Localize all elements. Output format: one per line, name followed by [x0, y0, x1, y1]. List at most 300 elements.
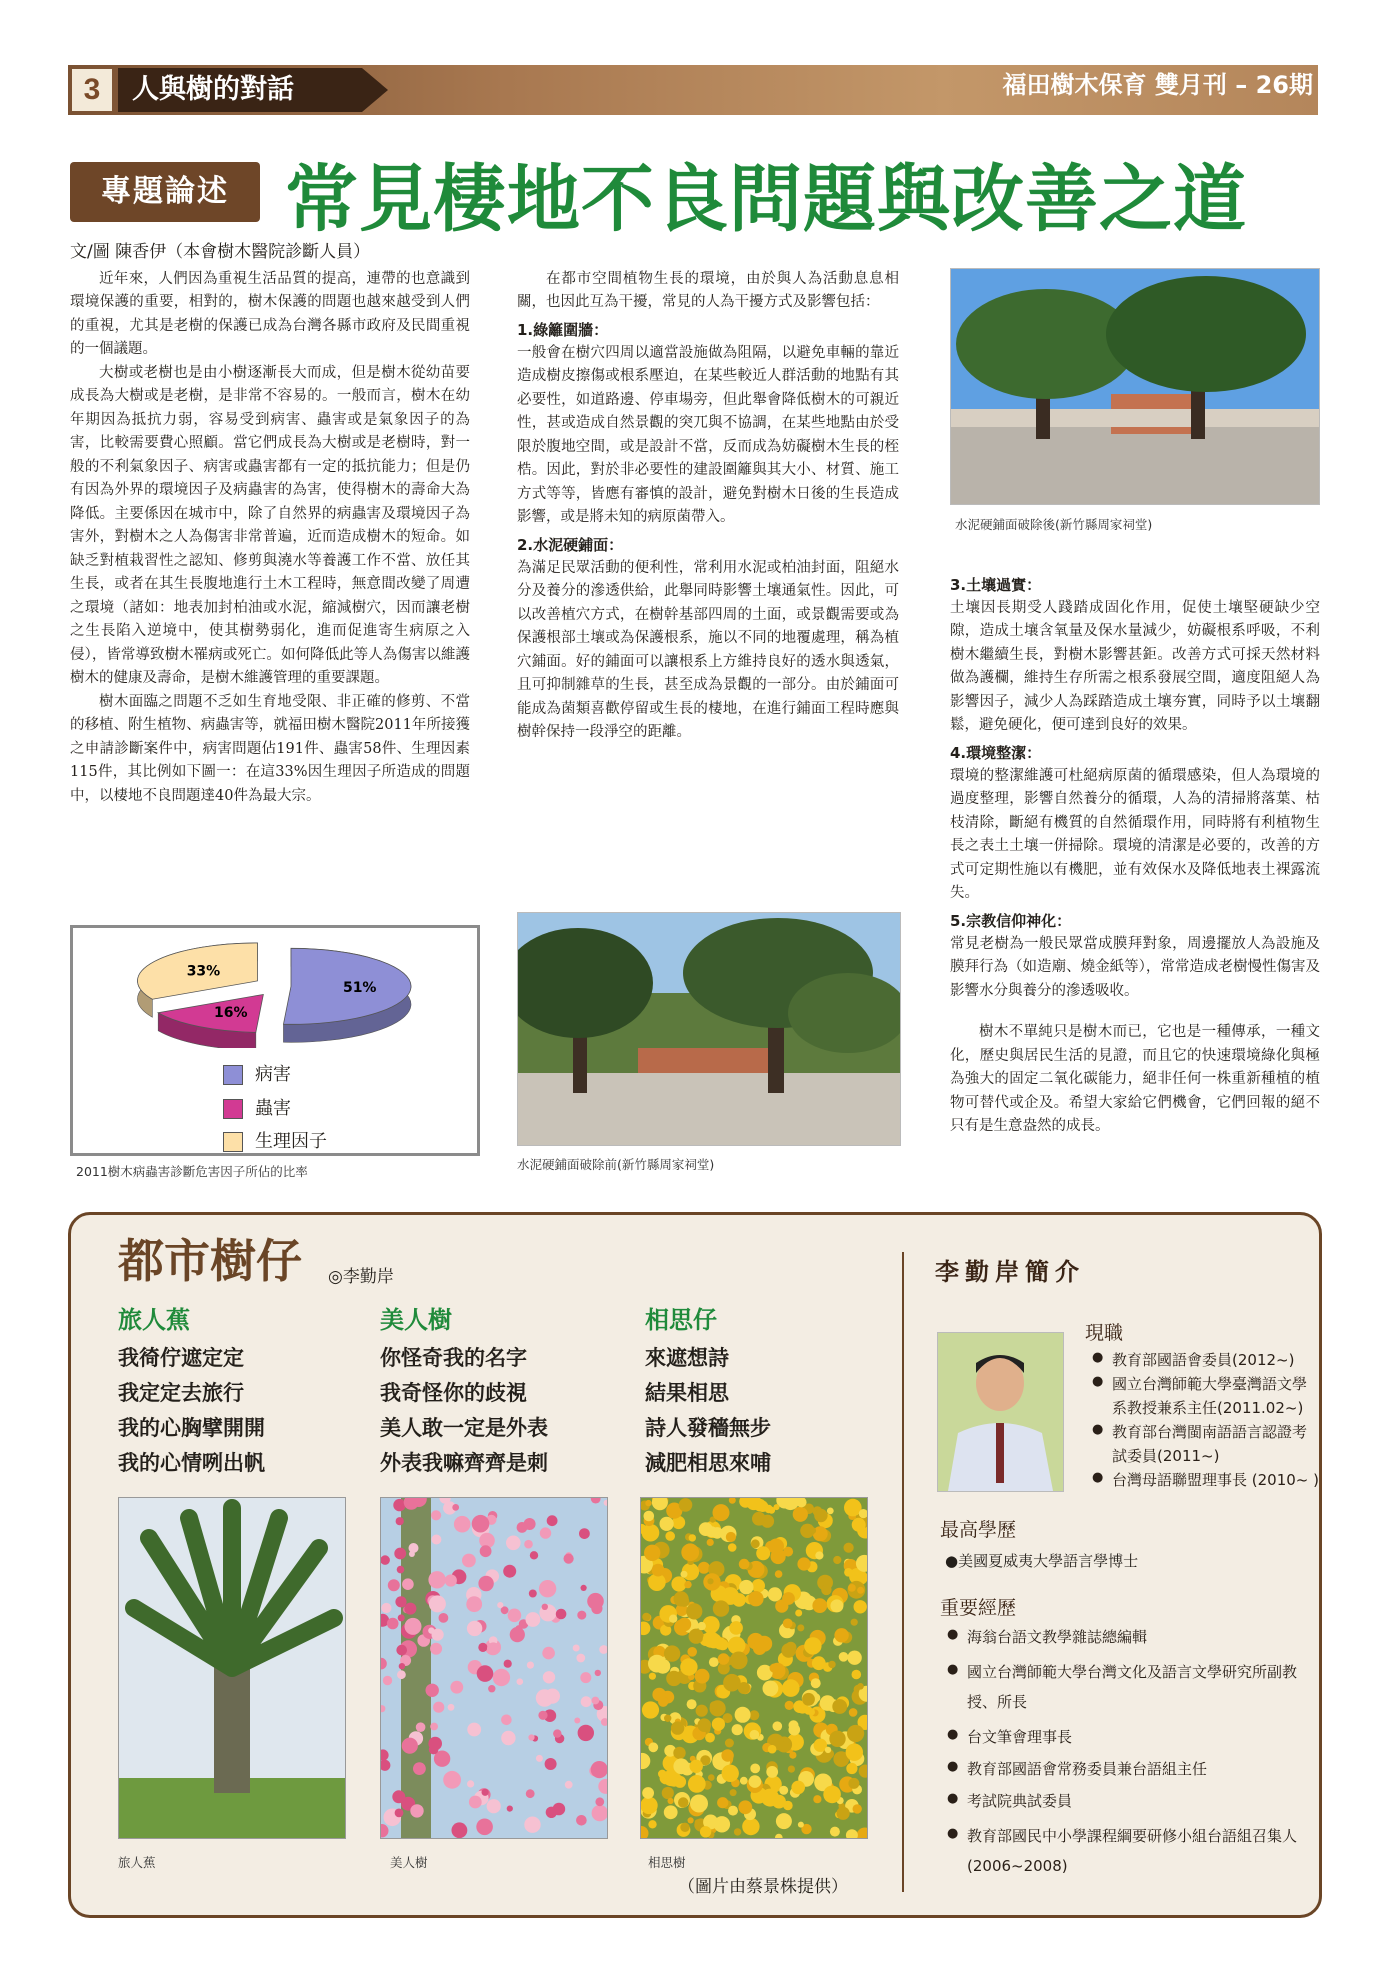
silk-floss-tree-photo: [380, 1497, 608, 1839]
flower-dot: [395, 1596, 406, 1607]
legend-label: 蟲害: [255, 1098, 291, 1119]
flower-dot: [448, 1704, 455, 1711]
flower-dot: [849, 1708, 858, 1717]
flower-dot: [750, 1764, 760, 1774]
flower-dot: [705, 1733, 715, 1743]
flower-dot: [738, 1800, 752, 1814]
flower-dot: [416, 1722, 426, 1732]
flower-dot: [740, 1777, 748, 1785]
bio-item: ● 海翁台語文教學雜誌總編輯: [945, 1625, 1305, 1649]
flower-dot: [739, 1580, 753, 1594]
flower-dot: [524, 1817, 540, 1833]
flower-dot: [776, 1813, 792, 1829]
pie-caption: 2011樹木病蟲害診斷危害因子所佔的比率: [76, 1164, 308, 1179]
flower-dot: [848, 1584, 856, 1592]
flower-dot: [587, 1593, 604, 1610]
flower-dot: [730, 1789, 737, 1796]
flower-dot: [688, 1817, 694, 1823]
paragraph: 近年來，人們因為重視生活品質的提高，連帶的也意識到環境保護的重要，相對的，樹木保護的問題也越來越受到人們的重視，尤其是老樹的保護已成為台灣各縣市政府及民間重視的一個議題。: [70, 271, 470, 358]
flower-dot: [714, 1816, 730, 1832]
flower-dot: [543, 1671, 555, 1683]
subheading: 5.宗教信仰神化：: [950, 911, 1072, 930]
flower-dot: [666, 1671, 681, 1686]
flower-dot: [761, 1789, 779, 1807]
flower-dot: [504, 1660, 512, 1668]
flower-dot: [526, 1789, 535, 1798]
flower-dot: [431, 1535, 441, 1545]
flower-dot: [467, 1621, 482, 1636]
flower-dot: [501, 1731, 515, 1745]
flower-dot: [690, 1760, 703, 1773]
bio-item: ● 國立台灣師範大學台灣文化及語言文學研究所副教授、所長: [945, 1657, 1305, 1717]
poem-line: 我定定去旅行: [118, 1380, 244, 1405]
flower-dot: [664, 1645, 680, 1661]
subheading: 2.水泥硬鋪面：: [517, 535, 624, 554]
legend-swatch: [223, 1132, 243, 1152]
flower-dot: [832, 1699, 847, 1714]
flower-dot: [547, 1515, 558, 1526]
flower-dot: [399, 1663, 405, 1669]
flower-dot: [791, 1781, 805, 1795]
flower-dot: [739, 1559, 750, 1570]
flower-dot: [848, 1778, 859, 1789]
flower-dot: [592, 1697, 600, 1705]
flower-dot: [545, 1689, 560, 1704]
article-column-1: [70, 268, 470, 808]
poem-line: 我的心胸擘開開: [118, 1415, 265, 1440]
section-title: 人與樹的對話: [118, 68, 362, 112]
article-column-2: [517, 268, 899, 745]
poem-title: 美人樹: [380, 1306, 452, 1334]
flower-dot: [753, 1642, 766, 1655]
flower-dot: [734, 1828, 741, 1835]
flower-dot: [812, 1598, 827, 1613]
flower-dot: [785, 1642, 796, 1653]
flower-dot: [810, 1527, 817, 1534]
flower-dot: [695, 1819, 701, 1825]
flower-dot: [684, 1581, 691, 1588]
flower-dot: [648, 1655, 666, 1673]
magazine-title: 福田樹木保育 雙月刊 – 26期: [1002, 71, 1313, 99]
pink-flowers-illustration: [381, 1498, 607, 1838]
flower-dot: [735, 1707, 751, 1723]
flower-dot: [642, 1613, 650, 1621]
flower-dot: [668, 1798, 674, 1804]
flower-dot: [404, 1603, 416, 1615]
flower-dot: [788, 1766, 795, 1773]
poem: [380, 1300, 610, 1480]
flower-dot: [695, 1669, 710, 1684]
flower-dot: [830, 1827, 840, 1837]
flower-dot: [687, 1699, 697, 1709]
flower-dot: [645, 1500, 651, 1506]
flower-dot: [678, 1797, 688, 1807]
legend-swatch: [223, 1099, 243, 1119]
flower-dot: [779, 1786, 788, 1795]
flower-dot: [579, 1528, 590, 1539]
byline: 文/圖 陳香伊（本會樹木醫院診斷人員）: [70, 242, 371, 262]
bio-experience-list: [945, 1625, 1305, 1881]
flower-dot: [678, 1618, 692, 1632]
pie-chart: [73, 928, 477, 1048]
flower-dot: [450, 1681, 463, 1694]
legend-item: [223, 1060, 291, 1086]
flower-dot: [837, 1807, 850, 1820]
flower-dot: [526, 1612, 541, 1627]
flower-dot: [454, 1516, 471, 1533]
flower-dot: [439, 1613, 449, 1623]
poem-title: 旅人蕉: [118, 1306, 190, 1334]
flower-dot: [766, 1766, 778, 1778]
flower-dot: [798, 1822, 804, 1828]
paragraph: 環境的整潔維護可杜絕病原菌的循環感染，但人為環境的過度整理，影響自然養分的循環，人為的清掃將落葉、枯枝清除，斷絕有機質的自然循環作用，同時將有利植物生長之表土土壤一併掃除。環境的清潔是必要的，改善的方式可定期性施以有機肥，並有效保水及降低地表土裸露流失。: [950, 767, 1320, 902]
flower-dot: [785, 1701, 794, 1710]
flower-dot: [756, 1546, 770, 1560]
flower-dot: [402, 1578, 414, 1590]
flower-dot: [674, 1591, 689, 1606]
flower-dot: [530, 1551, 538, 1559]
flower-dot: [846, 1744, 863, 1761]
flower-dot: [428, 1627, 434, 1633]
paragraph: 土壤因長期受人踐踏成固化作用，促使土壤堅硬缺少空隙，造成土壤含氧量及保水量減少，妨礙根系呼吸，不利樹木繼續生長，對樹木影響甚鉅。改善方式可採天然材料做為護欄，維持生存所需之根系發展空間，適度阻絕人為影響因子，減少人為踩踏造成土壤夯實，同時予以土壤翻鬆，避免硬化，便可達到良好的效果。: [950, 600, 1320, 734]
poem-line: 我徛佇遮定定: [118, 1346, 244, 1370]
flower-dot: [844, 1543, 854, 1553]
flower-dot: [642, 1787, 654, 1799]
flower-dot: [506, 1536, 521, 1551]
bio-current-label: 現職: [1085, 1322, 1124, 1344]
flower-dot: [833, 1556, 841, 1564]
flower-dot: [553, 1729, 561, 1737]
flower-dot: [827, 1508, 834, 1515]
flower-dot: [462, 1554, 476, 1568]
flower-dot: [725, 1739, 734, 1748]
flower-dot: [689, 1534, 696, 1541]
flower-dot: [658, 1770, 667, 1779]
flower-dot: [671, 1721, 684, 1734]
poetry-title: 都市樹仔: [118, 1234, 302, 1288]
flower-dot: [429, 1595, 446, 1612]
photo-before-paving-removal: [517, 912, 901, 1146]
legend-item: [223, 1094, 291, 1120]
photo-after-caption: 水泥硬鋪面破除後(新竹縣周家祠堂): [955, 517, 1153, 532]
topic-tag: 專題論述: [70, 162, 260, 222]
flower-dot: [381, 1603, 391, 1613]
flower-dot: [830, 1599, 843, 1612]
flower-dot: [529, 1590, 537, 1598]
flower-dot: [536, 1755, 543, 1762]
author-portrait: [937, 1332, 1064, 1492]
flower-dot: [795, 1610, 802, 1617]
bio-item: ● 台灣母語聯盟理事長 (2010~ ): [1090, 1468, 1320, 1492]
flower-dot: [478, 1643, 487, 1652]
flower-dot: [782, 1679, 800, 1697]
flower-dot: [768, 1539, 784, 1555]
flower-dot: [467, 1723, 481, 1737]
flower-dot: [573, 1645, 580, 1652]
flower-dot: [565, 1781, 573, 1789]
flower-dot: [789, 1720, 799, 1730]
flower-dot: [445, 1574, 457, 1586]
flower-dot: [527, 1662, 534, 1669]
flower-dot: [851, 1619, 858, 1626]
flower-dot: [750, 1730, 760, 1740]
flower-dot: [774, 1504, 780, 1510]
article-column-3: [950, 570, 1320, 1139]
flower-dot: [709, 1657, 719, 1667]
flower-dot: [387, 1618, 399, 1630]
flower-dot: [428, 1737, 442, 1751]
flower-dot: [528, 1734, 534, 1740]
flower-dot: [443, 1771, 461, 1789]
flower-dot: [452, 1504, 459, 1511]
flower-dot: [700, 1826, 711, 1837]
flower-dot: [545, 1758, 557, 1770]
flower-dot: [642, 1701, 659, 1718]
flower-dot: [472, 1515, 490, 1533]
flower-dot: [546, 1807, 557, 1818]
flower-dot: [696, 1705, 708, 1717]
photo-credit: （圖片由蔡景株提供）: [678, 1877, 848, 1897]
palm-illustration: [119, 1498, 345, 1838]
flower-dot: [664, 1715, 671, 1722]
flower-dot: [686, 1603, 702, 1619]
flower-dot: [574, 1718, 580, 1724]
flower-dot: [821, 1585, 831, 1595]
subheading: 4.環境整潔：: [950, 743, 1042, 762]
flower-dot: [723, 1674, 741, 1692]
flower-dot: [501, 1715, 512, 1726]
photo-after-paving-removal: [950, 268, 1320, 505]
flower-dot: [503, 1565, 516, 1578]
flower-dot: [773, 1721, 783, 1731]
pie-chart-box: [70, 925, 480, 1156]
pie-label: 33%: [186, 963, 221, 980]
tree-photo-illustration: [951, 269, 1319, 504]
flower-dot: [707, 1578, 713, 1584]
flower-dot: [847, 1725, 864, 1742]
flower-dot: [852, 1670, 862, 1680]
flower-dot: [430, 1643, 442, 1655]
flower-dot: [698, 1562, 710, 1574]
bio-item: ● 台文筆會理事長: [945, 1725, 1305, 1749]
flower-dot: [681, 1543, 699, 1561]
flower-dot: [576, 1815, 587, 1826]
flower-dot: [648, 1820, 656, 1828]
poetry-author: ◎李勤岸: [328, 1267, 394, 1287]
flower-dot: [823, 1786, 841, 1804]
bio-experience-label: 重要經歷: [940, 1597, 1017, 1619]
flower-dot: [814, 1509, 827, 1522]
flower-dot: [853, 1804, 862, 1813]
flower-dot: [710, 1701, 719, 1710]
flower-dot: [476, 1819, 493, 1836]
paragraph: 一般會在樹穴四周以適當設施做為阻隔，以避免車輛的靠近造成樹皮擦傷或根系壓迫，在某些較近人群活動的地點有其必要性，如道路邊、停車場旁，但此舉會降低樹木的可親近性，甚或造成自然景觀的突兀與不協調，在某些地點由於受限於腹地空間，或是設計不當，反而成為妨礙樹木生長的桎梏。因此，對於非必要性的建設圍籬與其大小、材質、施工方式等等，皆應有審慎的設計，避免對樹木日後的生長造成影響，或是將未知的病原菌帶入。: [517, 344, 899, 526]
legend-item: [223, 1127, 327, 1153]
tree-photo-illustration: [518, 913, 900, 1145]
flower-dot: [699, 1522, 713, 1536]
flower-dot: [395, 1809, 404, 1818]
poem-line: 結果相思: [645, 1380, 729, 1405]
flower-dot: [493, 1669, 510, 1686]
flower-dot: [768, 1745, 777, 1754]
flower-dot: [749, 1710, 759, 1720]
paragraph: 為滿足民眾活動的便利性，常利用水泥或柏油封面，阻絕水分及養分的滲透供給，此舉同時影響土壤通氣性。因此，可以改善植穴方式，在樹幹基部四周的土面，或景觀需要或為保護根部土壤或為保護根系，施以不同的地覆處理，稱為植穴鋪面。好的鋪面可以讓根系上方維持良好的透水與透氣，且可抑制雜草的生長，甚至成為景觀的一部分。由於鋪面可能成為菌類喜歡停留或生長的棲地，在進行鋪面工程時應與樹幹保持一段淨空的距離。: [517, 559, 899, 741]
flower-dot: [383, 1676, 392, 1685]
flower-dot: [718, 1653, 730, 1665]
flower-dot: [466, 1596, 482, 1612]
flower-dot: [770, 1664, 779, 1673]
flower-dot: [595, 1797, 604, 1806]
flower-dot: [517, 1678, 524, 1685]
flower-dot: [662, 1787, 674, 1799]
flower-dot: [828, 1661, 835, 1668]
poem: [645, 1300, 875, 1480]
flower-dot: [644, 1545, 660, 1561]
flower-dot: [409, 1543, 419, 1553]
paragraph: 大樹或老樹也是由小樹逐漸長大而成，但是樹木從幼苗要成長為大樹或是老樹，是非常不容易的。一般而言，樹木在幼年期因為抵抗力弱，容易受到病害、蟲害或是氣象因子的為害，比較需要費心照顧。當它們成長為大樹或是老樹時，對一般的不利氣象因子、病害或蟲害都有一定的抵抗能力；但是仍有因為外界的環境因子及病蟲害的為害，使得樹木的壽命大為降低。主要係因在城市中，除了自然界的病蟲害及環境因子為害外，對樹木之人為傷害非常普遍，近而造成樹木的短命。如缺乏對植栽習性之認知、修剪與澆水等養護工作不當、放任其生長，或者在其生長腹地進行土木工程時，無意間改變了周遭之環境（諸如：地表加封柏油或水泥，縮減樹穴，因而讓老樹之生長陷入逆境中，使其樹勢弱化，進而促進寄生病原之入侵），皆常導致樹木罹病或死亡。如何降低此等人為傷害以維護樹木的健康及壽命，是樹木維護管理的重要課題。: [70, 364, 470, 687]
flower-dot: [783, 1619, 793, 1629]
flower-dot: [393, 1499, 405, 1511]
flower-dot: [698, 1622, 706, 1630]
flower-dot: [690, 1795, 708, 1813]
flower-dot: [857, 1587, 864, 1594]
flower-dot: [671, 1576, 686, 1591]
flower-dot: [394, 1548, 406, 1560]
flower-dot: [729, 1621, 743, 1635]
flower-dot: [477, 1665, 494, 1682]
flower-dot: [713, 1504, 730, 1521]
flower-dot: [812, 1656, 826, 1670]
flower-dot: [581, 1696, 592, 1707]
poem-line: 我的心情咧出帆: [118, 1450, 265, 1475]
flower-dot: [652, 1564, 665, 1577]
flower-dot: [564, 1554, 574, 1564]
flower-dot: [857, 1683, 864, 1690]
flower-dot: [728, 1806, 738, 1816]
flower-dot: [581, 1585, 587, 1591]
flower-dot: [669, 1615, 677, 1623]
flower-dot: [802, 1693, 815, 1706]
flower-dot: [482, 1789, 489, 1796]
flower-dot: [517, 1522, 528, 1533]
flower-dot: [793, 1507, 808, 1522]
subheading: 1.綠籬圍牆：: [517, 320, 609, 339]
flower-dot: [487, 1799, 501, 1813]
flower-dot: [673, 1747, 685, 1759]
flower-dot: [467, 1780, 474, 1787]
bio-education: ●美國夏威夷大學語言學博士: [945, 1552, 1139, 1570]
flower-dot: [428, 1571, 445, 1588]
flower-dot: [728, 1543, 737, 1552]
poem-line: 外表我嘛齊齊是刺: [380, 1450, 548, 1475]
flower-dot: [752, 1579, 765, 1592]
bio-item: ● 國立台灣師範大學臺灣語文學系教授兼系主任(2011.02~): [1090, 1372, 1320, 1420]
flower-dot: [413, 1762, 426, 1775]
flower-dot: [577, 1611, 586, 1620]
flower-dot: [644, 1511, 655, 1522]
flower-dot: [742, 1818, 759, 1835]
flower-dot: [388, 1579, 400, 1591]
flower-dot: [660, 1517, 674, 1531]
paragraph: 常見老樹為一般民眾當成膜拜對象，周邊擺放人為設施及膜拜行為（如造廟、燒金紙等），常常造成老樹慢性傷害及影響水分與養分的滲透吸收。: [950, 935, 1320, 999]
bio-item: ● 教育部國民中小學課程綱要研修小組台語組召集人 (2006~2008): [945, 1821, 1305, 1881]
flower-dot: [707, 1539, 714, 1546]
flower-dot: [698, 1718, 712, 1732]
flower-dot: [732, 1724, 743, 1735]
flower-dot: [396, 1517, 404, 1525]
plant-caption: 相思樹: [648, 1855, 686, 1870]
flower-dot: [542, 1647, 555, 1660]
flower-dot: [542, 1604, 548, 1610]
flower-dot: [641, 1797, 658, 1814]
flower-dot: [854, 1600, 867, 1613]
flower-dot: [782, 1592, 795, 1605]
poem-line: 詩人發穡無步: [645, 1415, 771, 1440]
flower-dot: [538, 1711, 547, 1720]
flower-dot: [405, 1618, 422, 1635]
vertical-divider: [902, 1252, 904, 1892]
flower-dot: [717, 1797, 728, 1808]
flower-dot: [811, 1678, 821, 1688]
yellow-flowers-illustration: [641, 1498, 867, 1838]
closing-paragraph: 樹木不單純只是樹木而已，它也是一種傳承，一種文化，歷史與居民生活的見證，而且它的快速環境綠化與極為強大的固定二氧化碳能力，絕非任何一株重新種植的植物可替代或企及。希望大家給它們機會，它們回報的絕不只有是生意盎然的成長。: [950, 1024, 1320, 1135]
flower-dot: [398, 1614, 405, 1621]
flower-dot: [797, 1624, 804, 1631]
bio-title: 李勤岸簡介: [935, 1257, 1085, 1286]
flower-dot: [576, 1654, 585, 1663]
flower-dot: [829, 1731, 845, 1747]
bio-current-list: [1090, 1348, 1320, 1492]
flower-dot: [508, 1609, 522, 1623]
flower-dot: [649, 1673, 656, 1680]
flower-dot: [789, 1752, 796, 1759]
flower-dot: [665, 1531, 675, 1541]
flower-dot: [679, 1498, 693, 1512]
poem-line: 來遮想詩: [645, 1346, 729, 1370]
flower-dot: [834, 1628, 848, 1642]
flower-dot: [804, 1637, 821, 1654]
flower-dot: [664, 1805, 678, 1819]
flower-dot: [648, 1742, 658, 1752]
flower-dot: [852, 1518, 866, 1532]
flower-dot: [703, 1631, 720, 1648]
flower-dot: [846, 1763, 857, 1774]
flower-dot: [480, 1545, 492, 1557]
flower-dot: [402, 1738, 418, 1754]
flower-dot: [751, 1539, 760, 1548]
paragraph: 樹木面臨之問題不乏如生育地受限、非正確的修剪、不當的移植、附生植物、病蟲害等，就福田樹木醫院2011年所接獲之申請診斷案件中，病害問題佔191件、蟲害58件、生理因素115件，其比例如下圖一：在這33%因生理因子所造成的問題中，以棲地不良問題達40件為最大宗。: [70, 693, 470, 804]
article-title: 常見棲地不良問題與改善之道: [285, 157, 1247, 242]
flower-dot: [730, 1652, 748, 1670]
traveler-palm-photo: [118, 1497, 346, 1839]
poem-line: 美人敢一定是外表: [380, 1415, 548, 1440]
flower-dot: [680, 1658, 697, 1675]
flower-dot: [397, 1670, 406, 1679]
flower-dot: [580, 1672, 591, 1683]
flower-dot: [397, 1566, 405, 1574]
flower-dot: [487, 1642, 500, 1655]
poem-line: 你怪奇我的名字: [380, 1346, 527, 1370]
flower-dot: [658, 1697, 668, 1707]
pie-label: 16%: [213, 1005, 248, 1022]
paragraph: 在都市空間植物生長的環境，由於與人為活動息息相關，也因此互為干擾，常見的人為干擾方式及影響包括：: [517, 271, 899, 311]
pie-label: 51%: [342, 979, 377, 996]
legend-label: 生理因子: [255, 1131, 327, 1152]
flower-dot: [488, 1685, 495, 1692]
portrait-illustration: [938, 1333, 1063, 1491]
flower-dot: [595, 1670, 601, 1676]
flower-dot: [847, 1651, 861, 1665]
